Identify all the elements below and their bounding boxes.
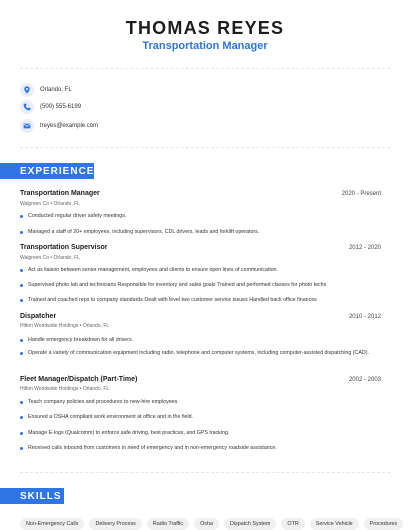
bullet-icon bbox=[20, 215, 23, 218]
skills-list bbox=[20, 518, 403, 530]
bullet-icon bbox=[20, 231, 23, 234]
bullet-text: Supervised photo lab and technicians Responsible for inventory and sales goals Trained and performed classes for photo techs bbox=[28, 282, 327, 288]
skills-section-heading: SKILLS bbox=[0, 488, 64, 504]
list-item bbox=[20, 414, 381, 422]
company-name: Walgreen Co bbox=[20, 255, 49, 261]
job-company-line: Hilton Worldwide Holdings • Orlando, FL bbox=[20, 386, 110, 392]
location-text: Orlando, FL bbox=[40, 87, 72, 93]
bullet-text: Ensured a OSHA compliant work environment at office and in the field. bbox=[28, 414, 194, 420]
job-title: Transportation Manager bbox=[20, 190, 100, 197]
candidate-name: THOMAS REYES bbox=[125, 18, 285, 38]
skill-tag: Delivery Process bbox=[89, 518, 141, 530]
bullet-icon bbox=[20, 299, 23, 302]
company-location: Orlando, FL bbox=[82, 386, 110, 392]
bullet-text: Handle emergency breakdown for all drivers. bbox=[28, 337, 134, 343]
company-location: Orlando, FL bbox=[53, 255, 80, 261]
bullet-icon bbox=[20, 416, 23, 419]
company-name: Hilton Worldwide Holdings bbox=[20, 323, 79, 329]
bullet-text: Managed a staff of 20+ employees, including supervisors, CDL drivers, leads and forklift operators. bbox=[28, 229, 260, 235]
bullet-icon bbox=[20, 432, 23, 435]
job-title: Fleet Manager/Dispatch (Part-Time) bbox=[20, 376, 138, 383]
skill-tag: Non-Emergency Calls bbox=[20, 518, 84, 530]
company-location: Orlando, FL bbox=[82, 323, 110, 329]
bullet-text: Trained and coached reps to company standards Dealt with level two customer service issues Handled back office finances bbox=[28, 297, 317, 303]
job-title: Dispatcher bbox=[20, 313, 57, 320]
skill-tag: Procedures bbox=[364, 518, 404, 530]
bullet-text: Received calls inbound from customers in need of emergency and in non-emergency roadside assistance. bbox=[28, 445, 277, 451]
location-pin-icon bbox=[20, 83, 34, 97]
company-name: Hilton Worldwide Holdings bbox=[20, 386, 79, 392]
bullet-text: Teach company policies and procedures to new-hire employees. bbox=[28, 399, 179, 405]
contact-phone bbox=[20, 100, 81, 114]
bullet-text: Operate a variety of communication equipment including radio, telephone and computer systems, including computer-assisted dispatching (CAD). bbox=[28, 350, 369, 356]
bullet-icon bbox=[20, 284, 23, 287]
job-dates: 2010 - 2012 bbox=[348, 314, 381, 320]
bullet-icon bbox=[20, 401, 23, 404]
phone-text: (500) 555-6199 bbox=[40, 104, 82, 110]
job-title: Transportation Supervisor bbox=[20, 244, 108, 251]
job-dates: 2020 - Present bbox=[341, 191, 381, 197]
company-location: Orlando, FL bbox=[53, 201, 80, 207]
bullet-icon bbox=[20, 447, 23, 450]
skill-tag: Dispatch System bbox=[224, 518, 276, 530]
list-item bbox=[20, 430, 381, 438]
job-company-line: Hilton Worldwide Holdings • Orlando, FL bbox=[20, 323, 110, 329]
list-item bbox=[20, 229, 381, 237]
list-item bbox=[20, 399, 381, 407]
job-dates: 2002 - 2003 bbox=[348, 377, 381, 383]
bullet-icon bbox=[20, 269, 23, 272]
bullet-icon bbox=[20, 339, 23, 342]
job-title-subtitle: Transportation Manager bbox=[142, 40, 268, 52]
contact-email bbox=[20, 119, 98, 133]
list-item bbox=[20, 213, 381, 221]
list-item bbox=[20, 282, 381, 290]
bullet-text: Manage E-logs (Qualcomm) to enforce safe driving, best practices, and GPS tracking. bbox=[28, 430, 230, 436]
company-name: Walgreen Co bbox=[20, 201, 49, 207]
job-dates: 2012 - 2020 bbox=[348, 245, 381, 251]
list-item bbox=[20, 337, 381, 345]
skill-tag: Radio Traffic bbox=[147, 518, 189, 530]
job-company-line: Walgreen Co • Orlando, FL bbox=[20, 201, 80, 207]
list-item bbox=[20, 350, 381, 358]
skill-tag: Service Vehicle bbox=[310, 518, 359, 530]
list-item bbox=[20, 267, 381, 275]
bullet-text: Act as liaison between senior management, employees and clients to ensure open lines of communication. bbox=[28, 267, 278, 273]
skill-tag: OTR bbox=[281, 518, 304, 530]
list-item bbox=[20, 445, 381, 453]
job-company-line: Walgreen Co • Orlando, FL bbox=[20, 255, 80, 261]
list-item bbox=[20, 297, 381, 305]
experience-divider bbox=[20, 472, 390, 473]
bullet-text: Conducted regular driver safety meetings. bbox=[28, 213, 127, 219]
skill-tag: Osha bbox=[194, 518, 219, 530]
contact-location bbox=[20, 83, 72, 97]
header-divider bbox=[20, 68, 390, 69]
email-text: treyes@example.com bbox=[40, 123, 99, 129]
contact-divider bbox=[20, 147, 390, 148]
bullet-icon bbox=[20, 352, 23, 355]
mail-icon bbox=[20, 119, 34, 133]
phone-icon bbox=[20, 100, 34, 114]
experience-section-heading: EXPERIENCE bbox=[0, 163, 94, 179]
